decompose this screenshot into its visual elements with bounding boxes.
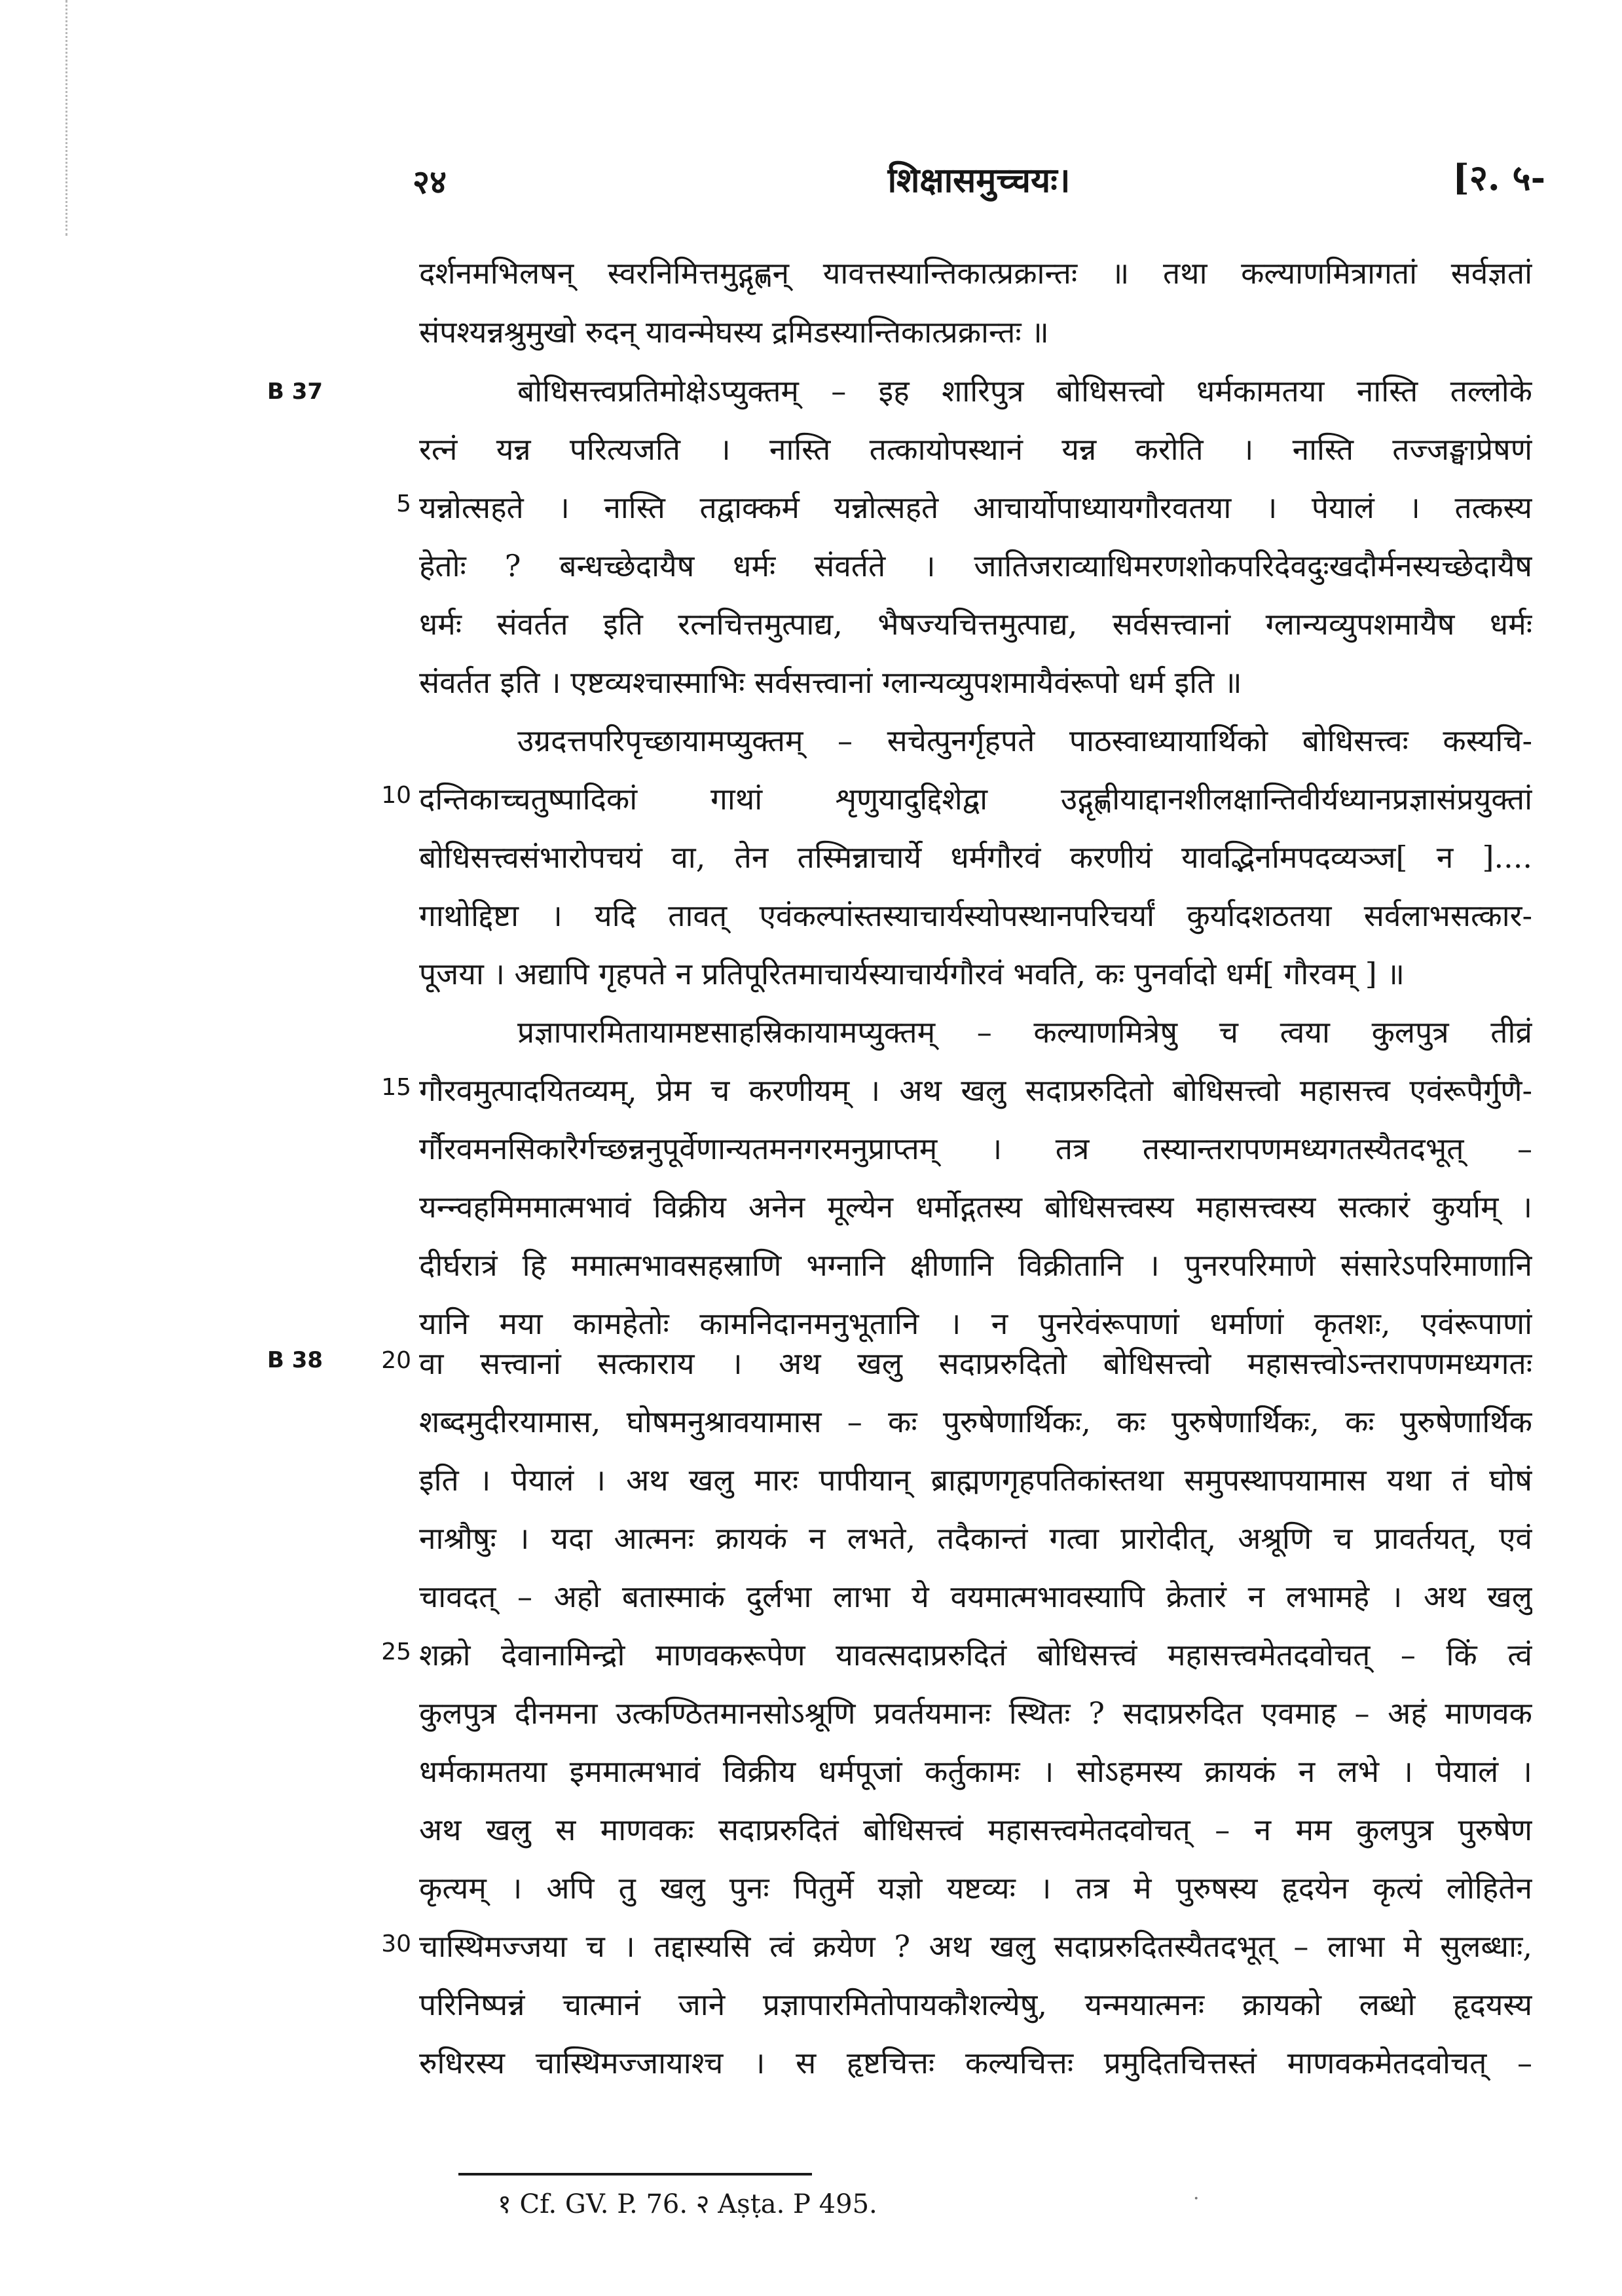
footnote: १ Cf. GV. P. 76. २ Aṣṭa. P 495. [498,2189,877,2219]
line-number-25: 25 [381,1639,411,1665]
line-number-30: 30 [381,1931,411,1957]
margin-ref-b38: B 38 [267,1347,323,1373]
text-line: कुलपुत्र दीनमना उत्कण्ठितमानसोऽश्रूणि प्रवर्तयमानः स्थितः ? सदाप्ररुदित एवमाह – अहं माणवक [419,1695,1532,1731]
stray-mark: · [1193,2187,1200,2210]
text-line: यानि मया कामहेतोः कामनिदानमनुभूतानि । न पुनरेवंरूपाणां धर्माणां कृतशः, एवंरूपाणां [419,1306,1532,1341]
text-line: उग्रदत्तपरिपृच्छायामप्युक्तम् – सचेत्पुनर्गृहपते पाठस्वाध्यायार्थिको बोधिसत्त्वः कस्यचि- [517,723,1532,758]
text-line: धर्मकामतया इममात्मभावं विक्रीय धर्मपूजां कर्तुकामः । सोऽहमस्य क्रायकं न लभे । पेयालं । [419,1754,1532,1789]
text-line: शब्दमुदीरयामास, घोषमनुश्रावयामास – कः पुरुषेणार्थिकः, कः पुरुषेणार्थिकः, कः पुरुषेणार्थिक [419,1404,1532,1439]
running-header [413,152,1545,211]
text-line: धर्मः संवर्तत इति रत्नचित्तमुत्पाद्य, भैषज्यचित्तमुत्पाद्य, सर्वसत्त्वानां ग्लान्यव्युपशमायैष धर्मः [419,606,1532,642]
line-number-10: 10 [381,782,411,809]
text-line: चास्थिमज्जया च । तद्दास्यसि त्वं क्रयेण ? अथ खलु सदाप्ररुदितस्यैतदभूत् – लाभा मे सुलब्धाः, [419,1929,1532,1964]
text-line: चावदत् – अहो बतास्माकं दुर्लभा लाभा ये वयमात्मभावस्यापि क्रेतारं न लभामहे । अथ खलु [419,1579,1532,1614]
text-line: संवर्तत इति । एष्टव्यश्चास्माभिः सर्वसत्त्वानां ग्लान्यव्युपशमायैवंरूपो धर्म इति ॥ [419,665,1242,700]
text-line: गाथोद्दिष्टा । यदि तावत् एवंकल्पांस्तस्याचार्यस्योपस्थानपरिचर्यां कुर्यादशठतया सर्वलाभसत्कार- [419,898,1532,933]
page-number: २४ [413,162,447,201]
line-number-20: 20 [381,1347,411,1374]
text-line: शक्रो देवानामिन्द्रो माणवकरूपेण यावत्सदाप्ररुदितं बोधिसत्त्वं महासत्त्वमेतदवोचत् – किं त्वं [419,1637,1532,1673]
text-line: रुधिरस्य चास्थिमज्जायाश्च । स हृष्टचित्तः कल्यचित्तः प्रमुदितचित्तस्तं माणवकमेतदवोचत् – [419,2045,1532,2081]
section-reference: [२. ५- [1452,157,1545,198]
text-line: कृत्यम् । अपि तु खलु पुनः पितुर्मे यज्ञो यष्टव्यः । तत्र मे पुरुषस्य हृदयेन कृत्यं लोहितेन [419,1870,1532,1906]
text-line: नाश्रौषुः । यदा आत्मनः क्रायकं न लभते, तदैकान्तं गत्वा प्रारोदीत्, अश्रूणि च प्रावर्तयत्, एवं [419,1521,1532,1556]
text-line: अथ खलु स माणवकः सदाप्ररुदितं बोधिसत्त्वं महासत्त्वमेतदवोचत् – न मम कुलपुत्र पुरुषेण [419,1812,1532,1847]
text-line: दन्तिकाच्चतुष्पादिकां गाथां शृणुयादुद्दिशेद्वा उद्गृह्णीयाद्दानशीलक्षान्तिवीर्यध्यानप्रज्ञासंप्रयुक्तां [419,781,1532,817]
text-line: संपश्यन्नश्रुमुखो रुदन् यावन्मेघस्य द्रमिडस्यान्तिकात्प्रक्रान्तः ॥ [419,314,1049,350]
book-title: शिक्षासमुच्चयः। [887,160,1071,200]
line-number-15: 15 [381,1074,411,1101]
text-line: बोधिसत्त्वप्रतिमोक्षेऽप्युक्तम् – इह शारिपुत्र बोधिसत्त्वो धर्मकामतया नास्ति तल्लोके [517,373,1532,409]
text-line: दर्शनमभिलषन् स्वरनिमित्तमुद्गृह्णन् यावत्तस्यान्तिकात्प्रक्रान्तः ॥ तथा कल्याणमित्रागतां सर्वज्ञतां [419,255,1532,291]
text-line: हेतोः ? बन्धच्छेदायैष धर्मः संवर्तते । जातिजराव्याधिमरणशोकपरिदेवदुःखदौर्मनस्यच्छेदायैष [419,548,1532,583]
text-line: दीर्घरात्रं हि ममात्मभावसहस्राणि भग्नानि क्षीणानि विक्रीतानि । पुनरपरिमाणे संसारेऽपरिमाणानि [419,1248,1532,1283]
text-line: वा सत्त्वानां सत्काराय । अथ खलु सदाप्ररुदितो बोधिसत्त्वो महासत्त्वोऽन्तरापणमध्यगतः [419,1346,1532,1381]
text-line: परिनिष्पन्नं चात्मानं जाने प्रज्ञापारमितोपायकौशल्येषु, यन्मयात्मनः क्रायको लब्धो हृदयस्य [419,1987,1532,2022]
text-line: इति । पेयालं । अथ खलु मारः पापीयान् ब्राह्मणगृहपतिकांस्तथा समुपस्थापयामास यथा तं घोषं [419,1462,1532,1498]
text-line: यन्न्वहमिममात्मभावं विक्रीय अनेन मूल्येन धर्मोद्गतस्य बोधिसत्त्वस्य महासत्त्वस्य सत्कारं कुर्याम् । [419,1189,1532,1225]
text-line: बोधिसत्त्वसंभारोपचयं वा, तेन तस्मिन्नाचार्ये धर्मगौरवं करणीयं यावद्भिर्नामपदव्यञ्ज[ न ].... [419,840,1532,875]
text-line: र्गौरवमनसिकारैर्गच्छन्ननुपूर्वेणान्यतमनगरमनुप्राप्तम् । तत्र तस्यान्तरापणमध्यगतस्यैतदभूत् – [419,1131,1532,1166]
binding-edge [65,0,73,236]
footnote-rule [458,2173,812,2176]
line-number-5: 5 [396,491,411,517]
margin-ref-b37: B 37 [267,379,323,405]
text-line: यन्नोत्सहते । नास्ति तद्वाक्कर्म यन्नोत्सहते आचार्योपाध्यायगौरवतया । पेयालं । तत्कस्य [419,490,1532,525]
text-line: प्रज्ञापारमितायामष्टसाहस्रिकायामप्युक्तम् – कल्याणमित्रेषु च त्वया कुलपुत्र तीव्रं [517,1014,1532,1050]
text-line: पूजया । अद्यापि गृहपते न प्रतिपूरितमाचार्यस्याचार्यगौरवं भवति, कः पुनर्वादो धर्म[ गौरवम् ] ॥ [419,956,1405,991]
text-line: रत्नं यन्न परित्यजति । नास्ति तत्कायोपस्थानं यन्न करोति । नास्ति तज्जङ्घाप्रेषणं [419,432,1532,467]
text-line: गौरवमुत्पादयितव्यम्, प्रेम च करणीयम् । अथ खलु सदाप्ररुदितो बोधिसत्त्वो महासत्त्व एवंरूपैर्गुणै- [419,1073,1532,1108]
